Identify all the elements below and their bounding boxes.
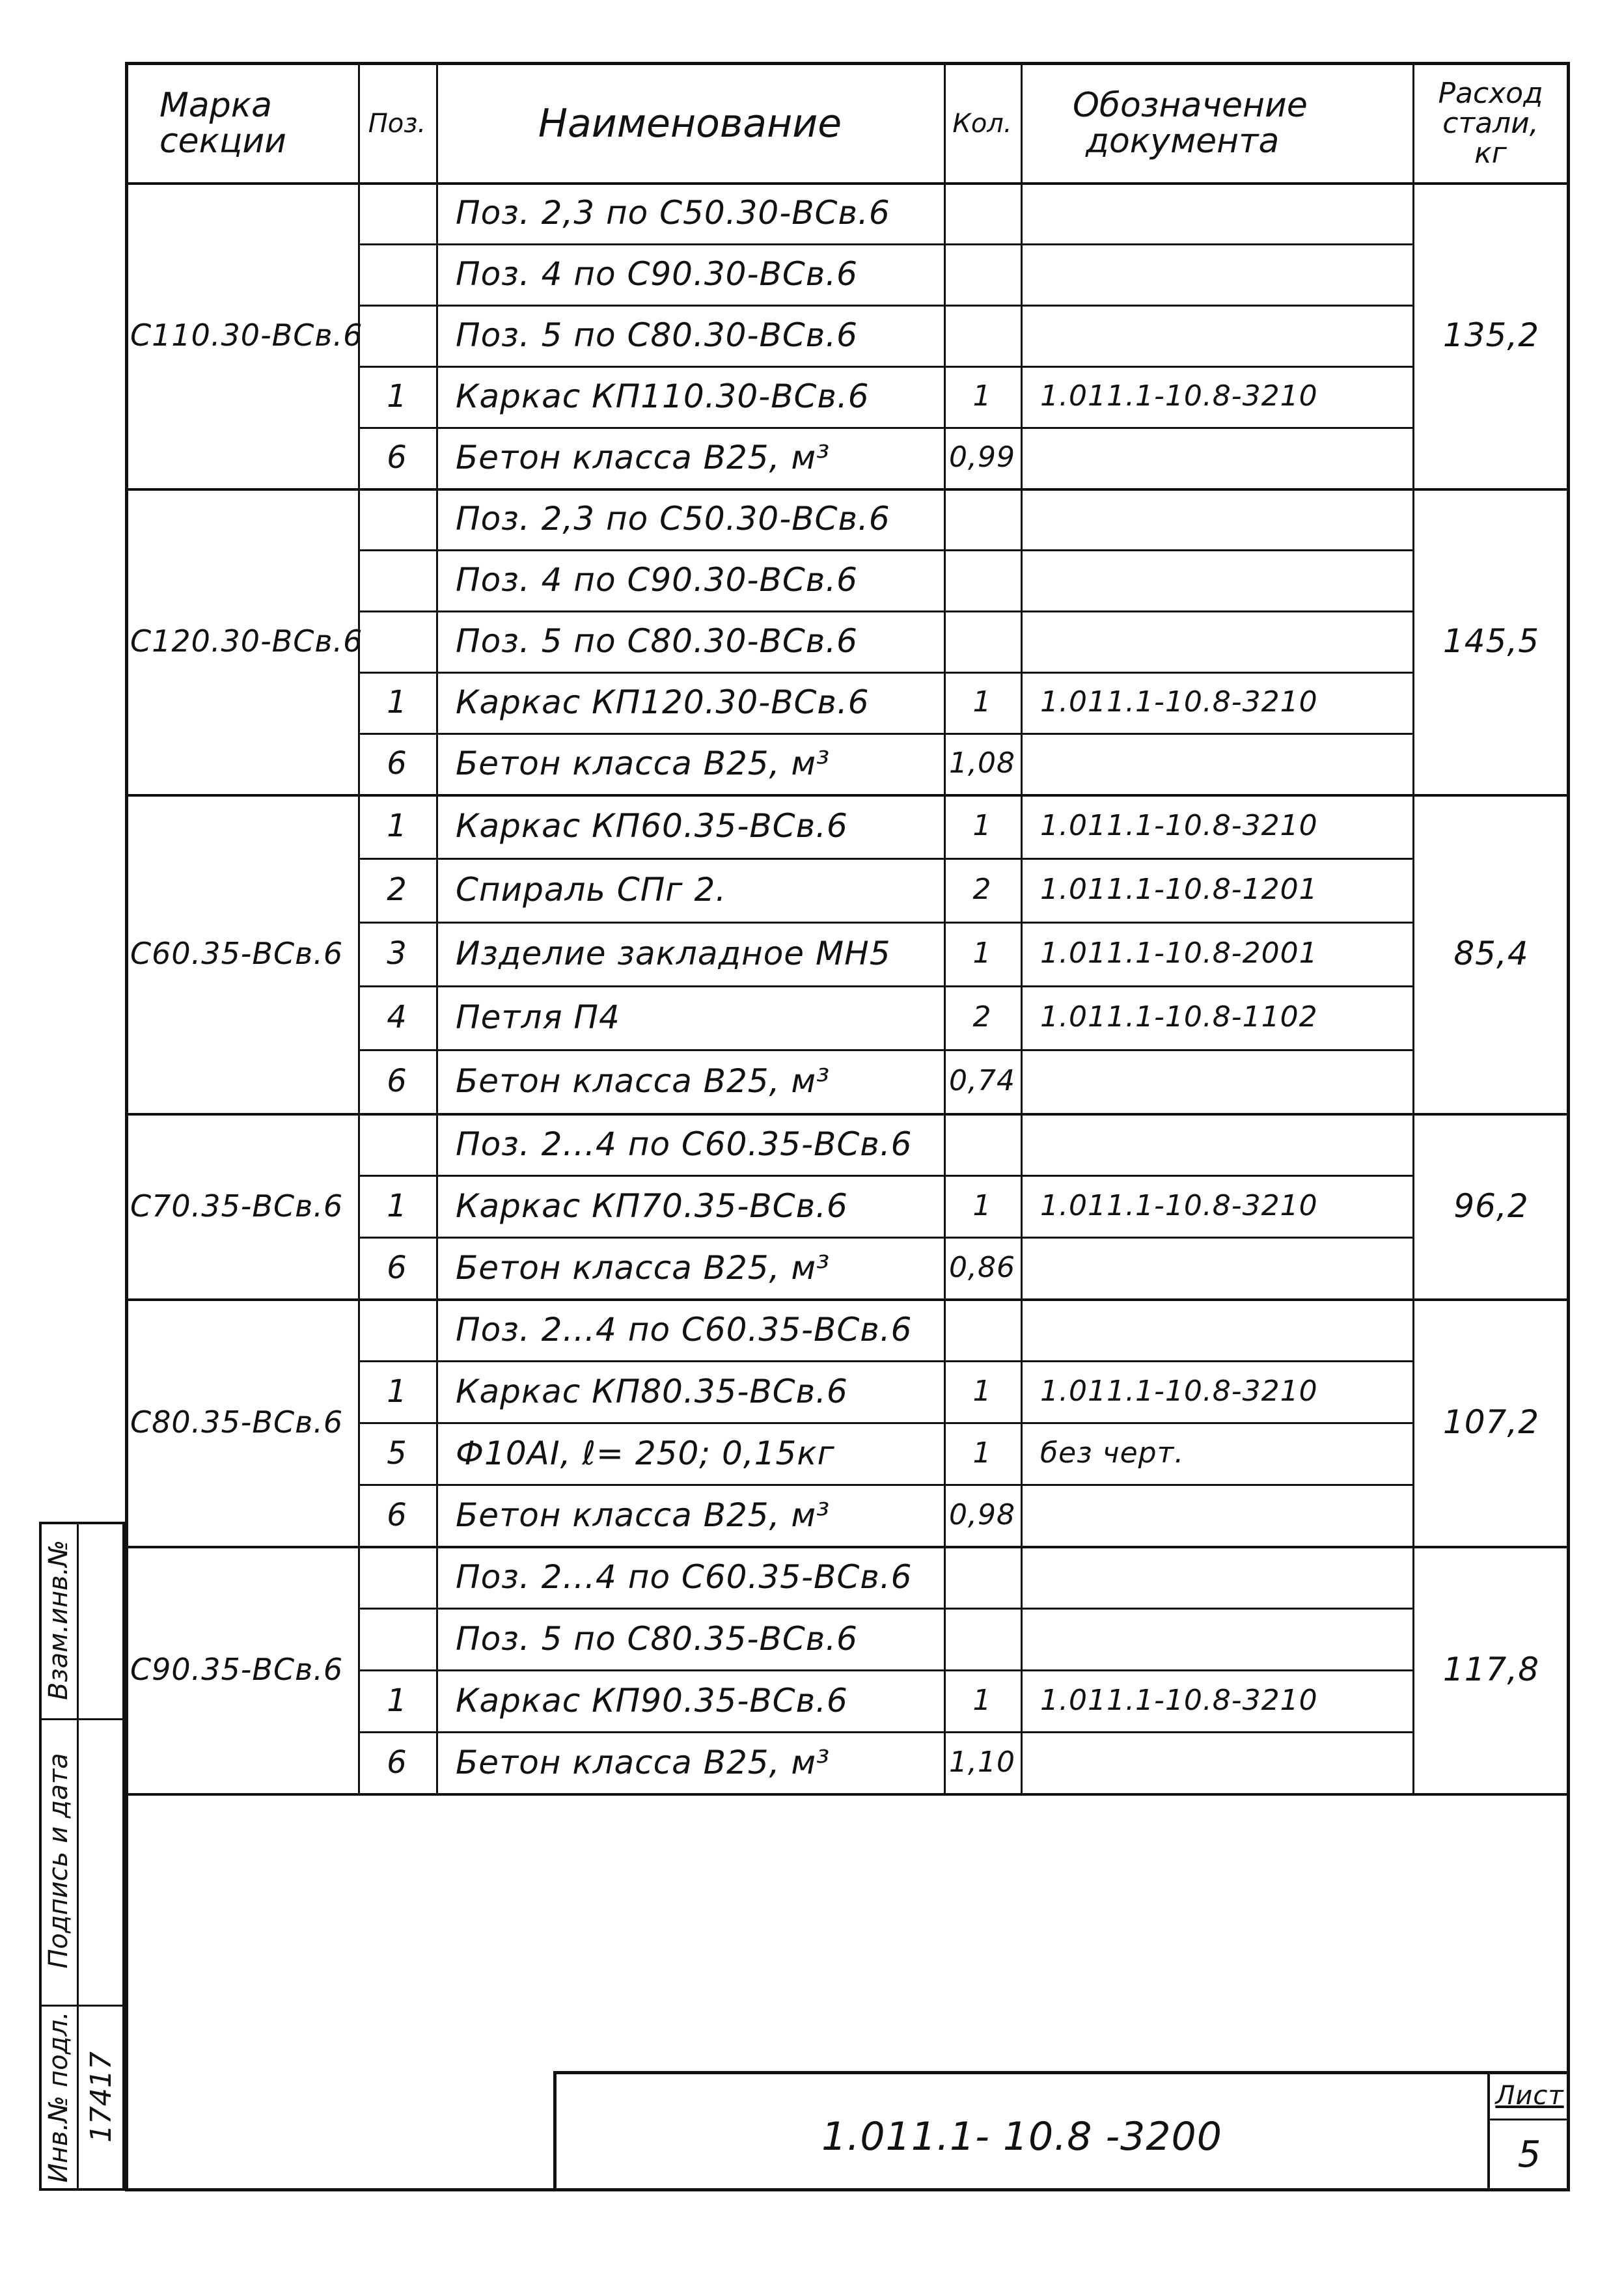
steel-consumption: 135,2 bbox=[1442, 316, 1540, 354]
row-name: Петля П4 bbox=[456, 998, 620, 1036]
row-position: 6 bbox=[387, 1063, 407, 1099]
side-stamp-col-divider bbox=[77, 1522, 79, 2191]
row-position: 1 bbox=[387, 1187, 407, 1224]
row-document: 1.011.1-10.8-1102 bbox=[1040, 1000, 1318, 1034]
row-document: 1.011.1-10.8-1201 bbox=[1040, 873, 1318, 906]
row-position bbox=[358, 1546, 436, 1608]
row-quantity: 2 bbox=[972, 1000, 992, 1034]
row-name: Каркас КП80.35-ВСв.6 bbox=[456, 1372, 848, 1410]
row-document: 1.011.1-10.8-2001 bbox=[1040, 937, 1318, 970]
row-position bbox=[358, 1298, 436, 1360]
row-quantity bbox=[944, 1546, 1021, 1608]
row-quantity: 1 bbox=[972, 685, 992, 719]
row-quantity: 1,08 bbox=[949, 747, 1015, 780]
row-name: Поз. 4 по С90.30-ВСв.6 bbox=[456, 255, 858, 293]
row-name: Каркас КП110.30-ВСв.6 bbox=[456, 377, 870, 415]
row-document bbox=[1040, 1484, 1412, 1546]
column-line-qty bbox=[944, 62, 946, 1793]
steel-consumption: 85,4 bbox=[1453, 935, 1529, 972]
row-name: Поз. 2...4 по С60.35-ВСв.6 bbox=[456, 1125, 913, 1163]
row-position: 2 bbox=[387, 871, 407, 908]
header-marka-line1: Марка bbox=[159, 86, 273, 126]
drawing-code: 1.011.1- 10.8 -3200 bbox=[821, 2113, 1222, 2160]
row-document bbox=[1040, 305, 1412, 366]
row-position bbox=[358, 243, 436, 305]
row-document: 1.011.1-10.8-3210 bbox=[1040, 685, 1318, 719]
row-document: без черт. bbox=[1040, 1436, 1185, 1470]
row-name: Поз. 4 по С90.30-ВСв.6 bbox=[456, 561, 858, 599]
row-position: 3 bbox=[387, 935, 407, 972]
row-quantity: 0,99 bbox=[949, 441, 1015, 474]
row-quantity bbox=[944, 305, 1021, 366]
row-name: Спираль СПг 2. bbox=[456, 871, 727, 909]
row-document bbox=[1040, 182, 1412, 243]
header-marka bbox=[133, 65, 384, 182]
steel-consumption: 96,2 bbox=[1453, 1187, 1529, 1225]
row-document bbox=[1040, 1546, 1412, 1608]
header-pos: Поз. bbox=[368, 109, 426, 139]
row-quantity: 0,86 bbox=[949, 1250, 1015, 1284]
row-quantity bbox=[944, 1608, 1021, 1669]
row-name: Каркас КП70.35-ВСв.6 bbox=[456, 1187, 848, 1225]
row-quantity bbox=[944, 182, 1021, 243]
row-document bbox=[1040, 1608, 1412, 1669]
row-position: 1 bbox=[387, 808, 407, 844]
row-position: 6 bbox=[387, 745, 407, 782]
row-document bbox=[1040, 243, 1412, 305]
row-quantity bbox=[944, 1113, 1021, 1175]
row-position: 5 bbox=[387, 1434, 407, 1472]
row-name: Бетон класса В25, м³ bbox=[456, 1496, 831, 1534]
row-document bbox=[1040, 610, 1412, 672]
row-name: Поз. 2,3 по С50.30-ВСв.6 bbox=[456, 194, 890, 232]
steel-consumption: 107,2 bbox=[1442, 1403, 1540, 1441]
row-quantity: 1 bbox=[972, 1374, 992, 1408]
sheet-number: 5 bbox=[1517, 2133, 1542, 2176]
row-quantity bbox=[944, 549, 1021, 610]
section-mark: C90.35-ВСв.6 bbox=[130, 1652, 344, 1687]
side-stamp-inv: Инв.№ подл. bbox=[44, 2011, 74, 2183]
row-name: Поз. 5 по С80.35-ВСв.6 bbox=[456, 1619, 858, 1658]
row-position: 6 bbox=[387, 439, 407, 476]
row-name: Бетон класса В25, м³ bbox=[456, 745, 831, 782]
row-name: Бетон класса В25, м³ bbox=[456, 439, 831, 476]
column-line-name bbox=[436, 62, 438, 1793]
row-name: Поз. 2...4 по С60.35-ВСв.6 bbox=[456, 1557, 913, 1596]
column-line-pos bbox=[358, 62, 360, 1793]
side-stamp-podpis: Подпись и дата bbox=[44, 1753, 74, 1969]
steel-consumption: 117,8 bbox=[1442, 1651, 1540, 1688]
row-document: 1.011.1-10.8-3210 bbox=[1040, 1188, 1318, 1222]
row-position: 1 bbox=[387, 684, 407, 720]
section-mark: C70.35-ВСв.6 bbox=[130, 1188, 344, 1224]
row-document bbox=[1040, 1237, 1412, 1298]
row-position bbox=[358, 488, 436, 549]
row-name: Поз. 2...4 по С60.35-ВСв.6 bbox=[456, 1310, 913, 1349]
section-mark: C120.30-ВСв.6 bbox=[130, 624, 363, 659]
row-document bbox=[1040, 1731, 1412, 1793]
row-document bbox=[1040, 488, 1412, 549]
row-name: Бетон класса В25, м³ bbox=[456, 1743, 831, 1781]
row-name: Каркас КП60.35-ВСв.6 bbox=[456, 807, 848, 845]
row-quantity: 1 bbox=[972, 1188, 992, 1222]
header-doc-line1: Обозначение bbox=[1073, 86, 1308, 126]
header-steel-line3: кг bbox=[1474, 137, 1507, 171]
row-quantity bbox=[944, 610, 1021, 672]
group-separator bbox=[125, 1793, 1570, 1796]
row-position bbox=[358, 1113, 436, 1175]
row-quantity bbox=[944, 1298, 1021, 1360]
header-qty: Кол. bbox=[952, 109, 1012, 139]
row-position: 6 bbox=[387, 1496, 407, 1533]
row-quantity: 0,98 bbox=[949, 1498, 1015, 1531]
row-position bbox=[358, 1608, 436, 1669]
row-quantity: 2 bbox=[972, 873, 992, 906]
sheet-label: Лист bbox=[1495, 2081, 1564, 2111]
header-doc-line2: документа bbox=[1086, 122, 1280, 161]
row-position: 1 bbox=[387, 1682, 407, 1719]
row-name: Поз. 5 по С80.30-ВСв.6 bbox=[456, 622, 858, 660]
row-document bbox=[1040, 1113, 1412, 1175]
row-quantity bbox=[944, 243, 1021, 305]
column-line-steel bbox=[1412, 62, 1414, 1793]
row-position: 4 bbox=[387, 999, 407, 1036]
row-document bbox=[1040, 427, 1412, 488]
side-stamp-inv-number: 17417 bbox=[84, 2051, 118, 2143]
header-steel bbox=[1412, 65, 1569, 182]
row-quantity: 0,74 bbox=[949, 1064, 1015, 1097]
row-document bbox=[1040, 1049, 1412, 1113]
row-position bbox=[358, 549, 436, 610]
header-doc bbox=[1021, 65, 1463, 182]
row-document bbox=[1040, 549, 1412, 610]
row-quantity: 1,10 bbox=[949, 1745, 1015, 1779]
row-name: Поз. 5 по С80.30-ВСв.6 bbox=[456, 316, 858, 354]
header-name: Наименование bbox=[538, 100, 842, 146]
row-position: 1 bbox=[387, 1373, 407, 1410]
row-quantity: 1 bbox=[972, 1436, 992, 1470]
row-name: Каркас КП120.30-ВСв.6 bbox=[456, 683, 870, 721]
row-quantity: 1 bbox=[972, 1683, 992, 1717]
row-document bbox=[1040, 1298, 1412, 1360]
row-position bbox=[358, 182, 436, 243]
header-steel-line1: Расход bbox=[1438, 76, 1543, 110]
row-document: 1.011.1-10.8-3210 bbox=[1040, 379, 1318, 413]
row-quantity: 1 bbox=[972, 379, 992, 413]
row-name: Изделие закладное МН5 bbox=[456, 935, 891, 972]
row-position: 6 bbox=[387, 1249, 407, 1286]
row-name: Бетон класса В25, м³ bbox=[456, 1248, 831, 1287]
row-name: Ф10АI, ℓ= 250; 0,15кг bbox=[456, 1434, 835, 1472]
row-name: Поз. 2,3 по С50.30-ВСв.6 bbox=[456, 500, 890, 538]
row-position bbox=[358, 610, 436, 672]
header-steel-line2: стали, bbox=[1442, 106, 1539, 140]
row-document: 1.011.1-10.8-3210 bbox=[1040, 1374, 1318, 1408]
row-quantity: 1 bbox=[972, 937, 992, 970]
side-stamp-vzam: Взам.инв.№ bbox=[44, 1539, 74, 1701]
column-line-doc bbox=[1021, 62, 1023, 1793]
row-document bbox=[1040, 733, 1412, 794]
row-name: Бетон класса В25, м³ bbox=[456, 1062, 831, 1100]
row-quantity bbox=[944, 488, 1021, 549]
steel-consumption: 145,5 bbox=[1442, 622, 1540, 660]
row-name: Каркас КП90.35-ВСв.6 bbox=[456, 1681, 848, 1720]
row-position bbox=[358, 305, 436, 366]
row-document: 1.011.1-10.8-3210 bbox=[1040, 809, 1318, 842]
row-position: 6 bbox=[387, 1744, 407, 1781]
row-position: 1 bbox=[387, 378, 407, 415]
section-mark: C110.30-ВСв.6 bbox=[130, 318, 363, 353]
row-quantity: 1 bbox=[972, 809, 992, 842]
row-document: 1.011.1-10.8-3210 bbox=[1040, 1683, 1318, 1717]
section-mark: C60.35-ВСв.6 bbox=[130, 936, 344, 971]
header-marka-line2: секции bbox=[159, 122, 286, 161]
section-mark: C80.35-ВСв.6 bbox=[130, 1405, 344, 1440]
